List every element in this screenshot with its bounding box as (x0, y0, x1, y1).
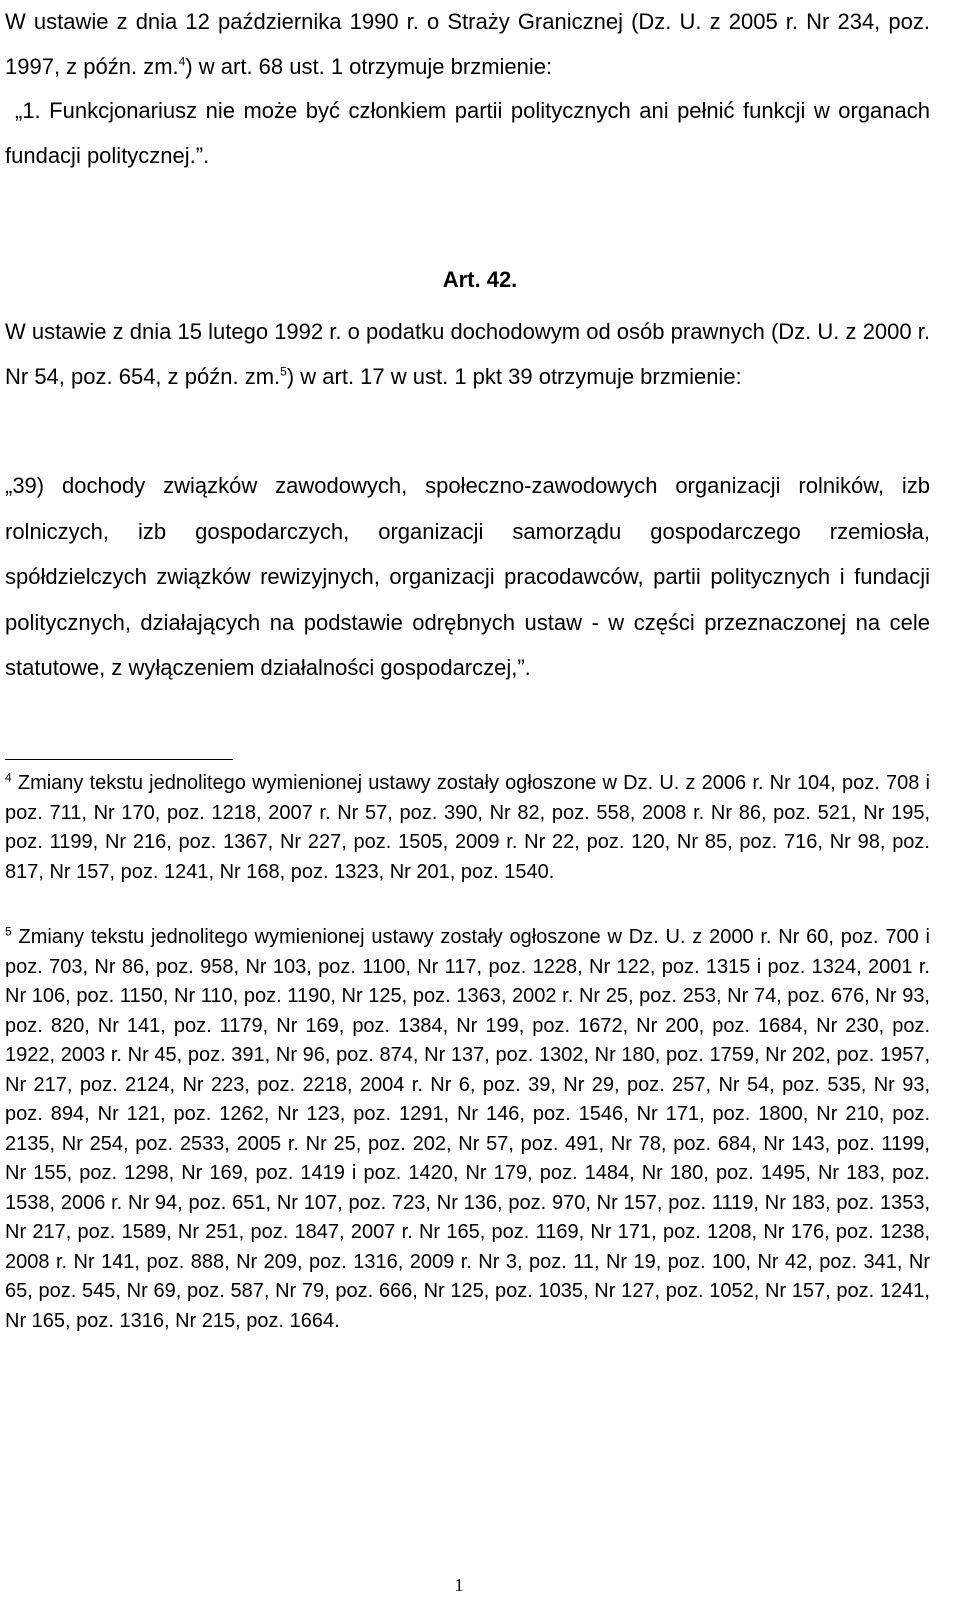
paragraph-quoted-point-39: „39) dochody związków zawodowych, społeczno-zawodowych organizacji rolników, izb rolniczych, izb gospodarczych, organizacji samorządu gospodarczego rzemiosła, spółdzielczych związków rewizyjnych, organizacji pracodawców, partii politycznych i fundacji politycznych, działających na podstawie odrębnych ustaw - w części przeznaczonej na cele statutowe, z wyłączeniem działalności gospodarczej,”. (5, 473, 930, 680)
footnote-separator (5, 759, 233, 760)
footnote-reference-5[interactable]: 5 (280, 364, 287, 379)
paragraph-straz-graniczna-intro (5, 0, 930, 89)
paragraph-text-tail: ) w art. 17 w ust. 1 pkt 39 otrzymuje brzmienie: (286, 363, 742, 389)
paragraph-cit-intro (5, 310, 930, 399)
footnote-text: Zmiany tekstu jednolitego wymienionej ustawy zostały ogłoszone w Dz. U. z 2006 r. Nr 104, poz. 708 i poz. 711, Nr 170, poz. 1218, 2007 r. Nr 57, poz. 390, Nr 82, poz. 558, 2008 r. Nr 86, poz. 521, Nr 195, poz. 1199, Nr 216, poz. 1367, Nr 227, poz. 1505, 2009 r. Nr 22, poz. 120, Nr 85, poz. 716, Nr 98, poz. 817, Nr 157, poz. 1241, Nr 168, poz. 1323, Nr 201, poz. 1540. (5, 772, 930, 883)
footnote-reference-4[interactable]: 4 (178, 54, 186, 69)
footnote-5 (5, 923, 930, 1336)
footnote-4 (5, 769, 930, 887)
paragraph-text-tail: ) w art. 68 ust. 1 otrzymuje brzmienie: (185, 53, 553, 79)
paragraph-text: W ustawie z dnia 15 lutego 1992 r. o podatku dochodowym od osób prawnych (Dz. U. z 2000 r. Nr 54, poz. 654, z późn. zm. (5, 319, 930, 389)
article-heading: Art. 42. (442, 267, 518, 292)
paragraph-text: W ustawie z dnia 12 października 1990 r. o Straży Granicznej (Dz. U. z 2005 r. Nr 234, poz. 1997, z późn. zm. (5, 9, 930, 79)
footnote-marker: 5 (5, 924, 12, 939)
paragraph-quoted-provision: „1. Funkcjonariusz nie może być członkiem partii politycznych ani pełnić funkcji w organach fundacji politycznej.”. (5, 98, 930, 168)
page-number: 1 (454, 1575, 464, 1595)
footnote-marker: 4 (5, 770, 12, 785)
footnote-text: Zmiany tekstu jednolitego wymienionej ustawy zostały ogłoszone w Dz. U. z 2000 r. Nr 60, poz. 700 i poz. 703, Nr 86, poz. 958, Nr 103, poz. 1100, Nr 117, poz. 1228, Nr 122, poz. 1315 i poz. 1324, 2001 r. Nr 106, poz. 1150, Nr 110, poz. 1190, Nr 125, poz. 1363, 2002 r. Nr 25, poz. 253, Nr 74, poz. 676, Nr 93, poz. 820, Nr 141, poz. 1179, Nr 169, poz. 1384, Nr 199, poz. 1672, Nr 200, poz. 1684, Nr 230, poz. 1922, 2003 r. Nr 45, poz. 391, Nr 96, poz. 874, Nr 137, poz. 1302, Nr 180, poz. 1759, Nr 202, poz. 1957, Nr 217, poz. 2124, Nr 223, poz. 2218, 2004 r. Nr 6, poz. 39, Nr 29, poz. 257, Nr 54, poz. 535, Nr 93, poz. 894, Nr 121, poz. 1262, Nr 123, poz. 1291, Nr 146, poz. 1546, Nr 171, poz. 1800, Nr 210, poz. 2135, Nr 254, poz. 2533, 2005 r. Nr 25, poz. 202, Nr 57, poz. 491, Nr 78, poz. 684, Nr 143, poz. 1199, Nr 155, poz. 1298, Nr 169, poz. 1419 i poz. 1420, Nr 179, poz. 1484, Nr 180, poz. 1495, Nr 183, poz. 1538, 2006 r. Nr 94, poz. 651, Nr 107, poz. 723, Nr 136, poz. 970, Nr 157, poz. 1119, Nr 183, poz. 1353, Nr 217, poz. 1589, Nr 251, poz. 1847, 2007 r. Nr 165, poz. 1169, Nr 171, poz. 1208, Nr 176, poz. 1238, 2008 r. Nr 141, poz. 888, Nr 209, poz. 1316, 2009 r. Nr 3, poz. 11, Nr 19, poz. 100, Nr 42, poz. 341, Nr 65, poz. 545, Nr 69, poz. 587, Nr 79, poz. 666, Nr 125, poz. 1035, Nr 127, poz. 1052, Nr 157, poz. 1241, Nr 165, poz. 1316, Nr 215, poz. 1664. (5, 926, 930, 1332)
